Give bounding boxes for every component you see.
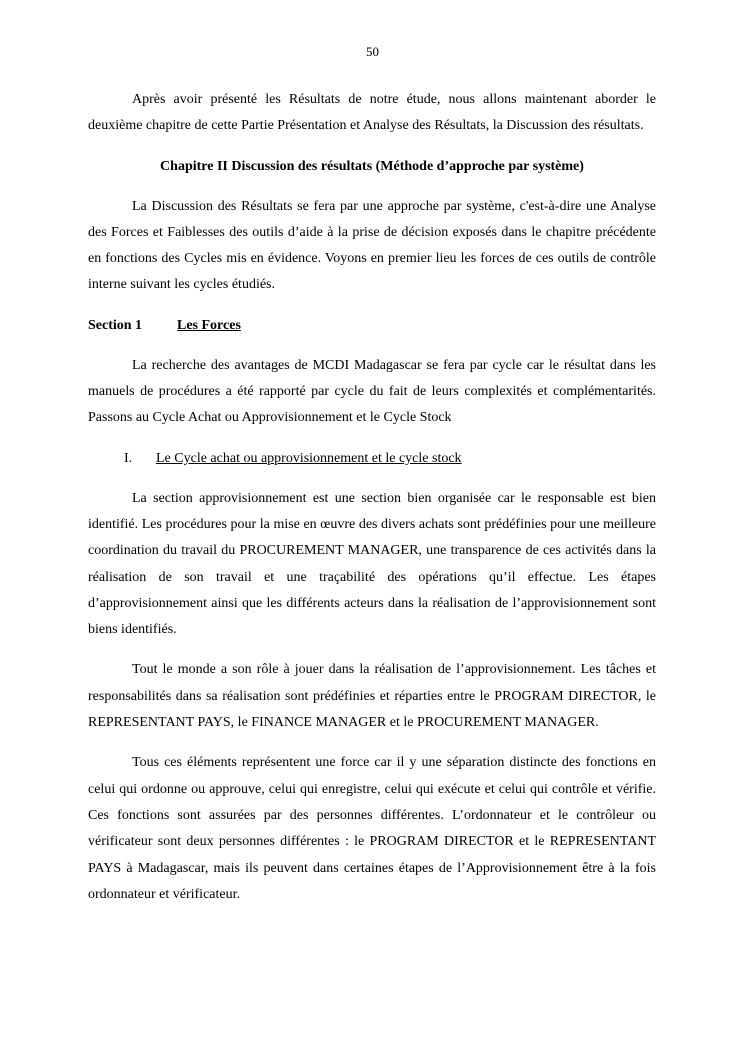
section-paragraph: La recherche des avantages de MCDI Madagascar se fera par cycle car le résultat dans les manuels de procédures a été rapporté par cycle du fait de leurs complexités et complémentarités. Passons au Cycle Achat ou Approvisionnement et le Cycle Stock	[88, 357, 656, 426]
intro-paragraph: Après avoir présenté les Résultats de notre étude, nous allons maintenant aborder le deuxième chapitre de cette Partie Présentation et Analyse des Résultats, la Discussion des résultats.	[88, 92, 656, 134]
body-paragraph: La section approvisionnement est une section bien organisée car le responsable est bien identifié. Les procédures pour la mise en œuvre des divers achats sont prédéfinies pour une meilleure coordination du travail du PROCUREMENT MANAGER, une transparence de ces activités dans la réalisation de son travail et une traçabilité des opérations qu’il effectue. Les étapes d’approvisionnement ainsi que les différents acteurs dans la réalisation de l’approvisionnement sont biens identifiés.	[88, 490, 656, 638]
document-body	[88, 87, 656, 922]
page-number: 50	[366, 44, 379, 59]
section-title: Les Forces	[177, 317, 241, 333]
chapter-paragraph: La Discussion des Résultats se fera par une approche par système, c'est-à-dire une Analyse des Forces et Faiblesses des outils d’aide à la prise de décision exposés dans le chapitre précédente en fonctions des Cycles mis en évidence. Voyons en premier lieu les forces de ces outils de contrôle interne suivant les cycles étudiés.	[88, 198, 656, 293]
chapter-title: Chapitre II Discussion des résultats (Méthode d’approche par système)	[160, 158, 584, 174]
section-number: Section 1	[88, 317, 143, 333]
section-heading	[88, 313, 656, 339]
subsection-number: I.	[124, 450, 133, 466]
body-paragraph: Tous ces éléments représentent une force car il y une séparation distincte des fonctions en celui qui ordonne ou approuve, celui qui enregistre, celui qui exécute et celui qui contrôle et vérifie. Ces fonctions sont assurées par des personnes différentes. L’ordonnateur et le contrôleur ou vérificateur sont deux personnes différentes : le PROGRAM DIRECTOR et le REPRESENTANT PAYS à Madagascar, mais ils peuvent dans certaines étapes de l’Approvisionnement être à la fois ordonnateur et vérificateur.	[88, 755, 656, 902]
body-paragraph: Tout le monde a son rôle à jouer dans la réalisation de l’approvisionnement. Les tâches et responsabilités dans sa réalisation sont prédéfinies et réparties entre le PROGRAM DIRECTOR, le REPRESENTANT PAYS, le FINANCE MANAGER et le PROCUREMENT MANAGER.	[88, 662, 656, 731]
subsection-heading	[88, 446, 656, 472]
subsection-title: Le Cycle achat ou approvisionnement et le cycle stock	[156, 450, 462, 466]
